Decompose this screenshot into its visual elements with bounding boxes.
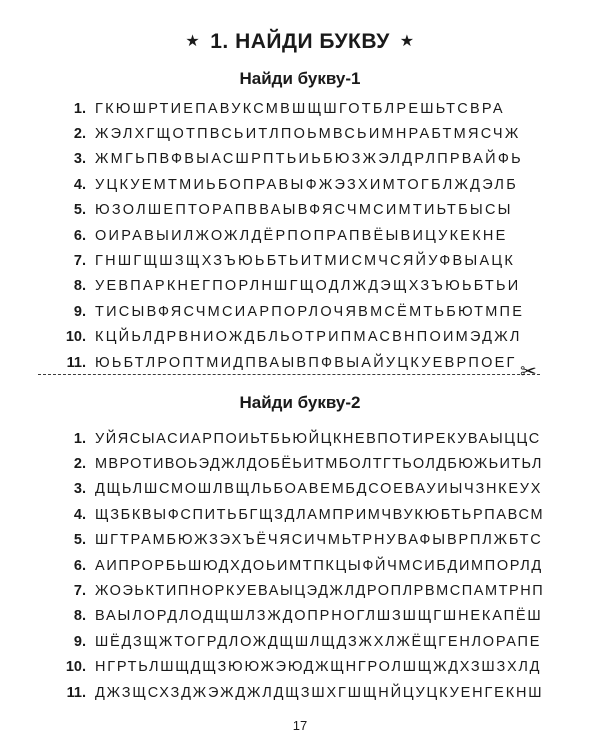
letter-row bbox=[46, 477, 546, 502]
letter-row bbox=[46, 680, 546, 705]
letter-sequence: ОИРАВЫИЛЖОЖЛДЁРПОПРАПВЁЫВИЦУКЕКНЕ bbox=[95, 227, 508, 244]
letter-row bbox=[46, 274, 546, 299]
letter-sequence: ЮЗОЛШЕПТОРАПВВАЫВФЯСЧМСИМТИЬТБЫСЫ bbox=[95, 202, 513, 219]
letter-sequence: ГКЮШРТИЕПАВУКСМВШЩШГОТБЛРЕШЬТСВРА bbox=[95, 100, 505, 117]
row-number: 9. bbox=[73, 633, 86, 650]
row-number: 5. bbox=[73, 202, 86, 219]
row-number: 10. bbox=[65, 659, 86, 676]
row-number: 1. bbox=[73, 100, 86, 117]
letter-row bbox=[46, 299, 546, 324]
row-number: 6. bbox=[73, 557, 86, 574]
star-icon: ★ bbox=[185, 33, 201, 50]
letter-row bbox=[46, 553, 546, 578]
letter-row bbox=[46, 248, 546, 273]
letter-sequence: УЙЯСЫАСИАРПОИЬТБЬЮЙЦКНЕВПОТИРЕКУВАЫЦЦС bbox=[95, 430, 541, 447]
letter-sequence: ЖОЭЬКТИПНОРКУЕВАЫЦЭДЖЛДРОПЛРВМСПАМТРНП bbox=[95, 583, 545, 600]
letter-row bbox=[46, 172, 546, 197]
letter-sequence: НГРТЬЛШЩДЩЗЮЮЖЭЮДЖЩНГРОЛШЩЖДХЗШЗХЛД bbox=[95, 659, 542, 676]
row-number: 11. bbox=[66, 684, 86, 701]
page-number: 17 bbox=[292, 718, 308, 733]
row-number: 6. bbox=[73, 227, 86, 244]
letter-row bbox=[46, 198, 546, 223]
letter-sequence: ДЖЗЩСХЗДЖЭЖДЖЛДЩЗШХГШЩНЙЦУЦКУЕНГЕКНШ bbox=[95, 684, 544, 701]
letter-row bbox=[46, 325, 546, 350]
letter-row bbox=[46, 223, 546, 248]
row-number: 3. bbox=[73, 481, 86, 498]
letter-sequence: ШЁДЗЩЖТОГРДЛОЖДЩШЛЩДЗЖХЛЖЁЩГЕНЛОРАПЕ bbox=[95, 633, 542, 650]
letter-sequence: ДЩЬЛШСМОШЛВЩЛЬБОАВЕМБДСОЕВАУИЫЧЗНКЕУХ bbox=[95, 481, 543, 498]
letter-row bbox=[46, 426, 546, 451]
page-title bbox=[0, 30, 600, 54]
star-icon: ★ bbox=[399, 33, 415, 50]
row-number: 3. bbox=[73, 151, 86, 168]
section1-heading: Найди букву-1 bbox=[239, 69, 361, 88]
letter-sequence: МВРОТИВОЬЭДЖЛДОБЁЬИТМБОЛТГТЬОЛДБЮЖЬИТЬЛ bbox=[95, 456, 543, 473]
letter-row bbox=[46, 451, 546, 476]
letter-row bbox=[46, 655, 546, 680]
letter-row bbox=[46, 121, 546, 146]
letter-row bbox=[46, 578, 546, 603]
letter-sequence: ЩЗБКВЫФСПИТЬБГЩЗДЛАМПРИМЧВУКЮБТЬРПАВСМ bbox=[95, 506, 545, 523]
letter-sequence: УЦКУЕМТМИЬБОПРАВЫФЖЭЗХИМТОГБЛЖДЭЛБ bbox=[95, 176, 518, 193]
row-number: 11. bbox=[66, 354, 86, 371]
letter-row bbox=[46, 96, 546, 121]
letter-sequence: УЕВПАРКНЕГПОРЛНШГЩОДЛЖДЭЩХЗЪЮЬБТЬИ bbox=[95, 278, 521, 295]
section1-list bbox=[46, 96, 546, 375]
letter-row bbox=[46, 604, 546, 629]
row-number: 4. bbox=[73, 506, 86, 523]
page-title-text: 1. НАЙДИ БУКВУ bbox=[210, 30, 390, 53]
row-number: 5. bbox=[73, 532, 86, 549]
letter-sequence: ЖЭЛХГЩОТПВСЬИТЛПОЬМВСЬИМНРАБТМЯСЧЖ bbox=[95, 126, 521, 143]
letter-sequence: ЖМГЬПВФВЫАСШРПТЬИЬБЮЗЖЭЛДРЛПРВАЙФЬ bbox=[95, 151, 523, 168]
letter-sequence: АИПРОРБЬШЮДХДОЬИМТПКЦЫФЙЧМСИБДИМПОРЛД bbox=[95, 557, 543, 574]
row-number: 8. bbox=[73, 278, 86, 295]
cut-line bbox=[38, 374, 540, 375]
row-number: 2. bbox=[73, 456, 86, 473]
row-number: 7. bbox=[73, 253, 86, 270]
row-number: 10. bbox=[65, 329, 86, 346]
scissors-icon: ✂ bbox=[520, 361, 537, 383]
row-number: 8. bbox=[73, 608, 86, 625]
section2-list bbox=[46, 426, 546, 705]
row-number: 4. bbox=[73, 176, 86, 193]
letter-sequence: ЮЬБТЛРОПТМИДПВАЫВПФВЫАЙУЦКУЕВРПОЕГ bbox=[95, 354, 517, 371]
letter-sequence: ШГТРАМБЮЖЗЭХЪЁЧЯСИЧМЬТРНУВАФЫВРПЛЖБТС bbox=[95, 532, 543, 549]
letter-row bbox=[46, 502, 546, 527]
letter-sequence: ТИСЫВФЯСЧМСИАРПОРЛОЧЯВМСЁМТЬБЮТМПЕ bbox=[95, 303, 525, 320]
section2-heading: Найди букву-2 bbox=[239, 393, 361, 412]
letter-sequence: КЦЙЬЛДРВНИОЖДБЛЬОТРИПМАСВНПОИМЭДЖЛ bbox=[95, 329, 522, 346]
letter-row bbox=[46, 528, 546, 553]
letter-row bbox=[46, 629, 546, 654]
row-number: 2. bbox=[73, 126, 86, 143]
row-number: 9. bbox=[73, 303, 86, 320]
letter-sequence: ВАЫЛОРДЛОДЩШЛЗЖДОПРНОГЛШЗШЩГШНЕКАПЁШ bbox=[95, 608, 543, 625]
row-number: 1. bbox=[73, 430, 86, 447]
letter-row bbox=[46, 147, 546, 172]
letter-row bbox=[46, 350, 546, 375]
row-number: 7. bbox=[73, 583, 86, 600]
letter-sequence: ГНШГЩШЗЩХЗЪЮЬБТЬИТМИСМЧСЯЙУФВЫАЦК bbox=[95, 253, 516, 270]
